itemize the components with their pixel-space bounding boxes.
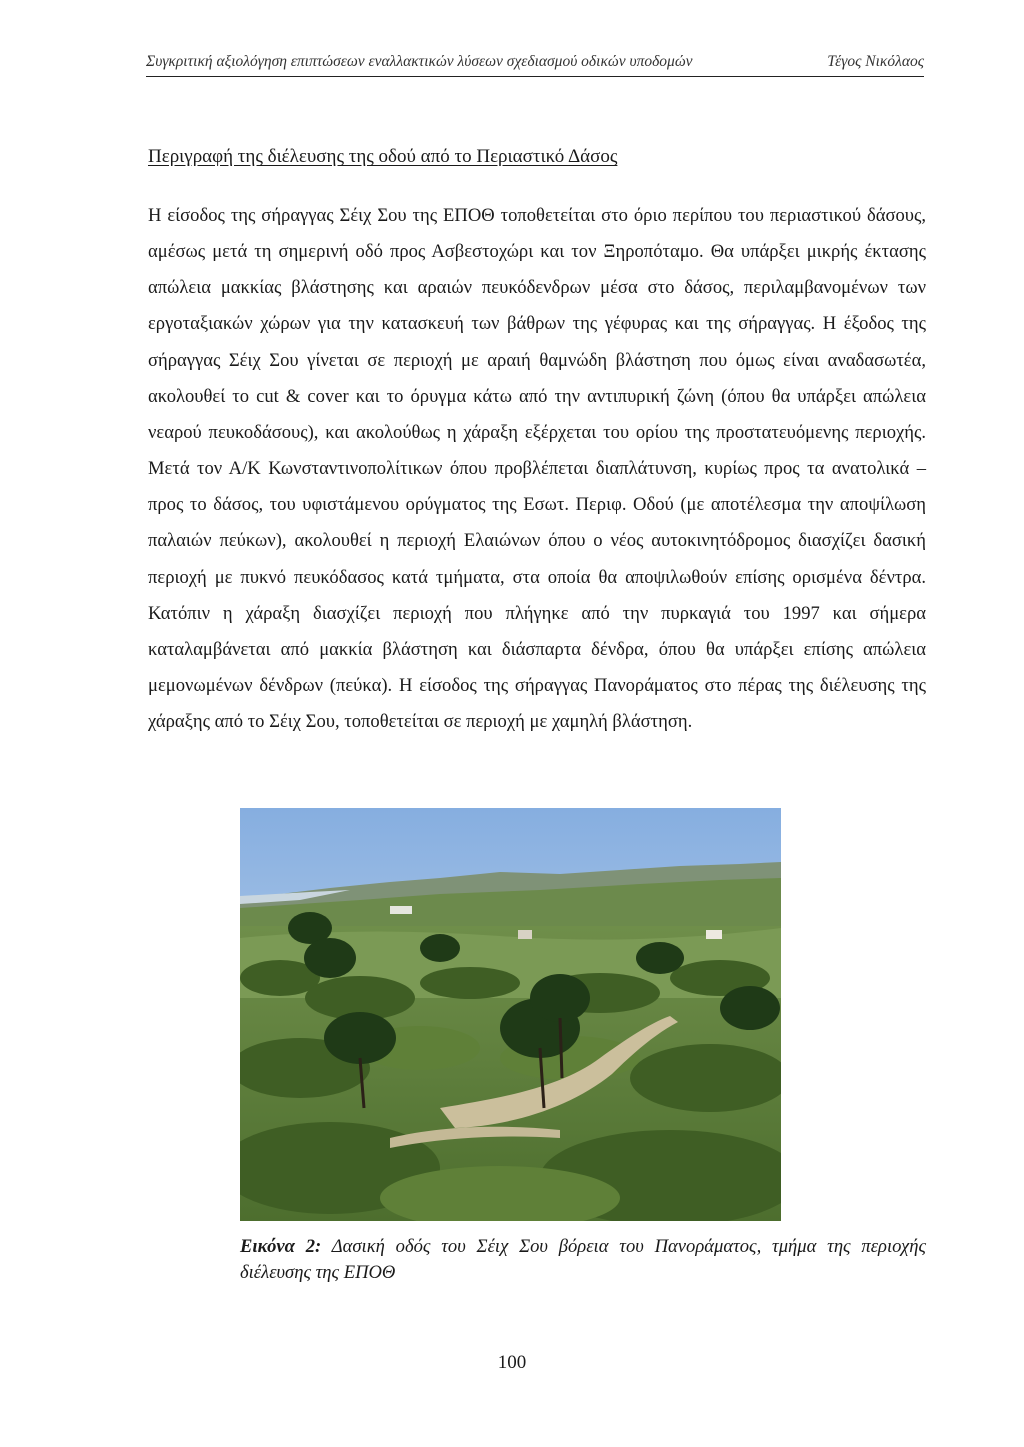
figure-caption xyxy=(240,1234,926,1286)
body-paragraph: Η είσοδος της σήραγγας Σέιχ Σου της ΕΠΟΘ τοποθετείται στο όριο περίπου του περιαστικού δάσους, αμέσως μετά τη σημερινή οδό προς Ασβεστοχώρι και τον Ξηροπόταμο. Θα υπάρξει μικρής έκτασης απώλεια μακκίας βλάστησης και αραιών πευκόδενδρων μέσα στο δάσος, περιλαμβανομένων των εργοταξιακών χώρων για την κατασκευή των βάθρων της γέφυρας και της σήραγγας. Η έξοδος της σήραγγας Σέιχ Σου γίνεται σε περιοχή με αραιή θαμνώδη βλάστηση που όμως είναι αναδασωτέα, ακολουθεί το cut & cover και το όρυγμα κάτω από την αντιπυρική ζώνη (όπου θα υπάρξει απώλεια νεαρού πευκοδάσους), και ακολούθως η χάραξη εξέρχεται του ορίου της προστατευόμενης περιοχής. Μετά τον Α/Κ Κωνσταντινοπολίτικων όπου προβλέπεται διαπλάτυνση, κυρίως προς τα ανατολικά – προς το δάσος, του υφιστάμενου ορύγματος της Εσωτ. Περιφ. Οδού (με αποτέλεσμα την αποψίλωση παλαιών πεύκων), ακολουθεί η περιοχή Ελαιώνων όπου ο νέος αυτοκινητόδρομος διασχίζει δασική περιοχή με πυκνό πευκόδασος κατά τμήματα, στα οποία θα αποψιλωθούν επίσης ορισμένα δέντρα. Κατόπιν η χάραξη διασχίζει περιοχή που πλήγηκε από την πυρκαγιά του 1997 και σήμερα καταλαμβάνεται από μακκία βλάστηση και διάσπαρτα δένδρα, όπου θα υπάρξει επίσης απώλεια μεμονωμένων δένδρων (πεύκα). Η είσοδος της σήραγγας Πανοράματος στο πέρας της διέλευσης της χάραξης από το Σέιχ Σου, τοποθετείται σε περιοχή με χαμηλή βλάστηση. xyxy=(148,205,926,733)
running-header xyxy=(146,50,924,77)
header-author: Τέγος Νικόλαος xyxy=(827,53,924,70)
caption-label: Εικόνα 2: xyxy=(240,1236,322,1257)
section-heading: Περιγραφή της διέλευσης της οδού από το Περιαστικό Δάσος xyxy=(148,146,618,167)
forest-road-photo xyxy=(240,808,781,1221)
caption-text: Δασική οδός του Σέιχ Σου βόρεια του Πανοράματος, τμήμα της περιοχής διέλευσης της ΕΠΟΘ xyxy=(240,1236,927,1283)
header-title: Συγκριτική αξιολόγηση επιπτώσεων εναλλακτικών λύσεων σχεδιασμού οδικών υποδομών xyxy=(146,53,693,70)
page-number: 100 xyxy=(497,1352,527,1373)
